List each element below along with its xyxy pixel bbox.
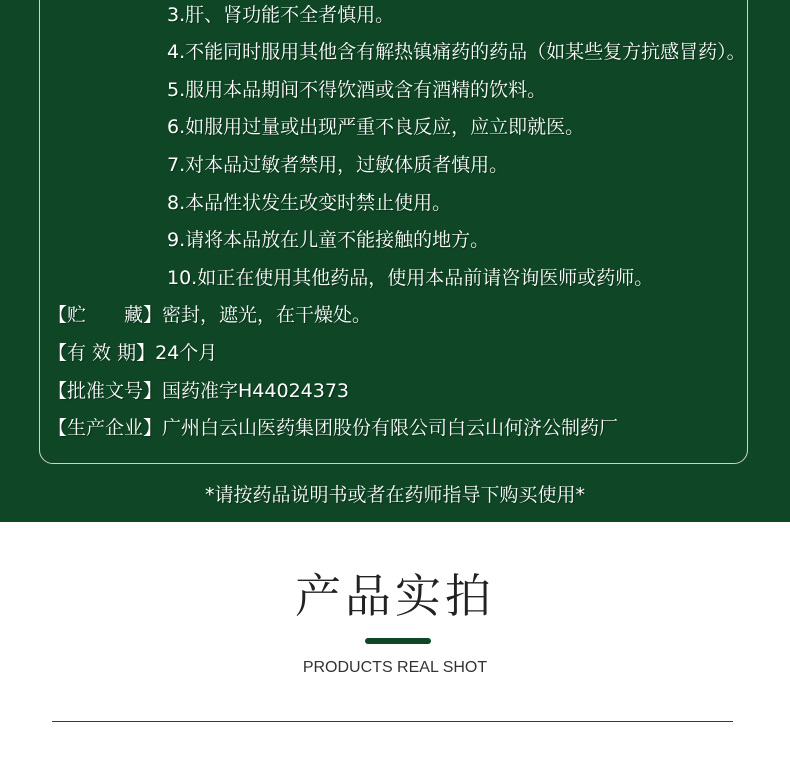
title-underline bbox=[365, 638, 431, 644]
section-title: 产品实拍 bbox=[295, 569, 495, 623]
field-manufacturer bbox=[48, 415, 618, 441]
field-label: 【有 效 期】 bbox=[48, 342, 156, 364]
precaution-item: 10.如正在使用其他药品，使用本品前请咨询医师或药师。 bbox=[167, 267, 654, 289]
precaution-item: 7.对本品过敏者禁用，过敏体质者慎用。 bbox=[167, 154, 509, 176]
field-value: 密封，遮光，在干燥处。 bbox=[162, 304, 372, 326]
precaution-item: 3.肝、肾功能不全者慎用。 bbox=[167, 4, 395, 26]
precaution-item: 5.服用本品期间不得饮酒或含有酒精的饮料。 bbox=[167, 79, 547, 101]
section-subtitle: PRODUCTS REAL SHOT bbox=[302, 659, 488, 676]
field-label: 【生产企业】 bbox=[48, 417, 163, 439]
precaution-item: 4.不能同时服用其他含有解热镇痛药的药品（如某些复方抗感冒药）。 bbox=[167, 41, 746, 63]
field-approval-number bbox=[48, 378, 349, 404]
purchase-note: *请按药品说明书或者在药师指导下购买使用* bbox=[204, 484, 585, 506]
field-storage bbox=[48, 302, 371, 328]
field-expiry bbox=[48, 340, 217, 366]
field-value: 24个月 bbox=[155, 342, 218, 364]
section-divider bbox=[52, 721, 733, 722]
precaution-item: 8.本品性状发生改变时禁止使用。 bbox=[167, 192, 452, 214]
precaution-item: 6.如服用过量或出现严重不良反应，应立即就医。 bbox=[167, 116, 585, 138]
field-label: 【贮 藏】 bbox=[48, 304, 163, 326]
field-value: 广州白云山医药集团股份有限公司白云山何济公制药厂 bbox=[162, 417, 619, 439]
field-label: 【批准文号】 bbox=[48, 380, 163, 402]
precaution-item: 9.请将本品放在儿童不能接触的地方。 bbox=[167, 229, 490, 251]
field-value: 国药准字H44024373 bbox=[162, 380, 350, 402]
